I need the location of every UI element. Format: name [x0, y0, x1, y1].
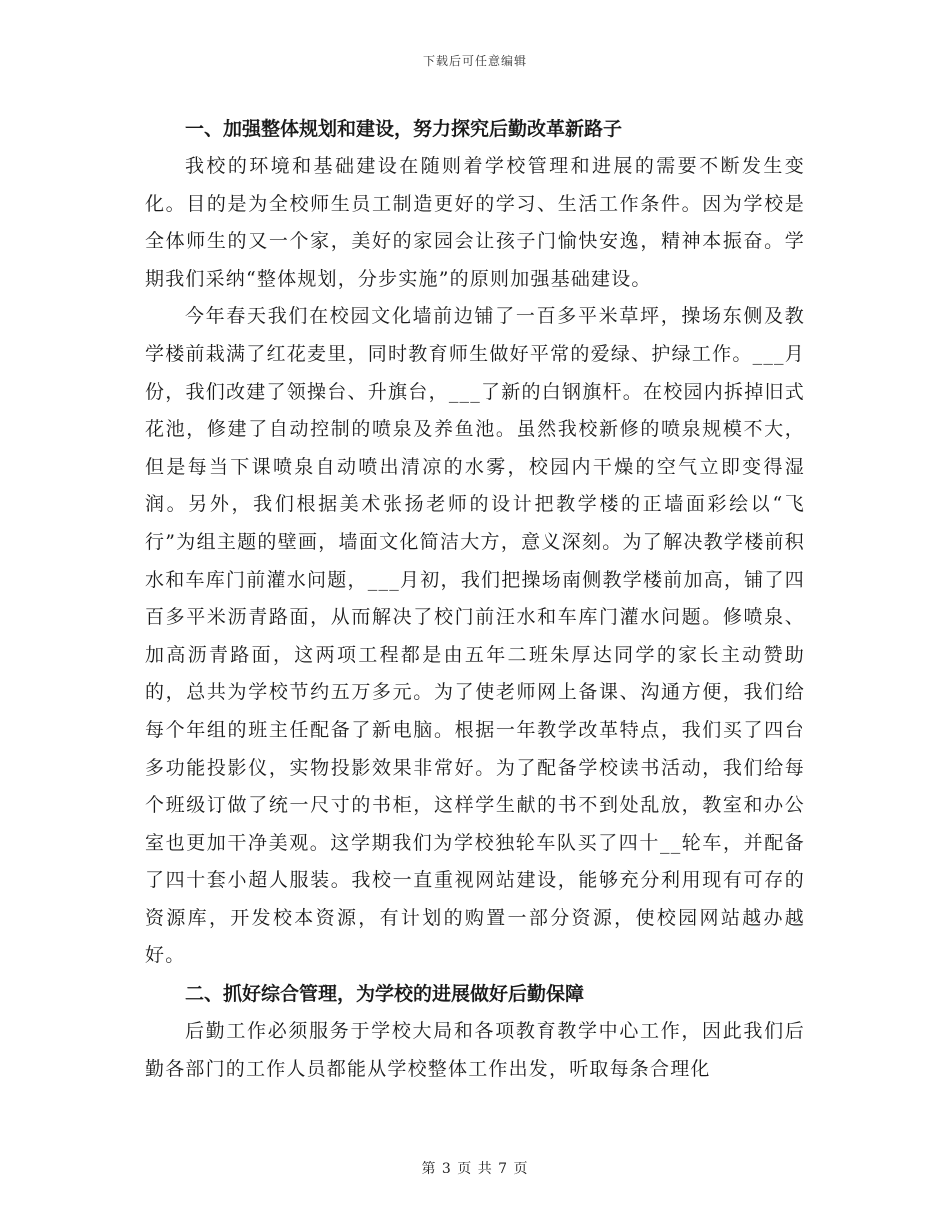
- section-heading-1: 一、加强整体规划和建设，努力探究后勤改革新路子: [185, 118, 623, 140]
- paragraph: 我校的环境和基础建设在随则着学校管理和进展的需要不断发生变化。目的是为全校师生员工制造更好的学习、生活工作条件。因为学校是全体师生的又一个家，美好的家园会让孩子门愉快安逸，精神本振奋。学期我们采纳“整体规划，分步实施”的原则加强基础建设。: [145, 155, 805, 290]
- section-heading-2: 二、抓好综合管理，为学校的进展做好后勤保障: [185, 983, 585, 1006]
- paragraph: 后勤工作必须服务于学校大局和各项教育教学中心工作，因此我们后勤各部门的工作人员都能从学校整体工作出发，听取每条合理化: [145, 1020, 805, 1080]
- page-number: 第 3 页 共 7 页: [421, 1161, 529, 1177]
- document-body: [145, 110, 805, 1088]
- header-note: 下载后可任意编辑: [422, 54, 527, 68]
- paragraph: 今年春天我们在校园文化墙前边铺了一百多平米草坪，操场东侧及教学楼前栽满了红花麦里，同时教育师生做好平常的爱绿、护绿工作。___月份，我们改建了领操台、升旗台，___了新的白钢旗杆。在校园内拆掉旧式花池，修建了自动控制的喷泉及养鱼池。虽然我校新修的喷泉规模不大，但是每当下课喷泉自动喷出清凉的水雾，校园内干燥的空气立即变得湿润。另外，我们根据美术张扬老师的设计把教学楼的正墙面彩绘以“飞行”为组主题的壁画，墙面文化简洁大方，意义深刻。为了解决教学楼前积水和车库门前灌水问题，___月初，我们把操场南侧教学楼前加高，铺了四百多平米沥青路面，从而解决了校门前汪水和车库门灌水问题。修喷泉、加高沥青路面，这两项工程都是由五年二班朱厚达同学的家长主动赞助的，总共为学校节约五万多元。为了使老师网上备课、沟通方便，我们给每个年组的班主任配备了新电脑。根据一年教学改革特点，我们买了四台多功能投影仪，实物投影效果非常好。为了配备学校读书活动，我们给每个班级订做了统一尺寸的书柜，这样学生献的书不到处乱放，教室和办公室也更加干净美观。这学期我们为学校独轮车队买了四十__轮车，并配备了四十套小超人服装。我校一直重视网站建设，能够充分利用现有可存的资源库，开发校本资源，有计划的购置一部分资源，使校园网站越办越好。: [145, 305, 805, 967]
